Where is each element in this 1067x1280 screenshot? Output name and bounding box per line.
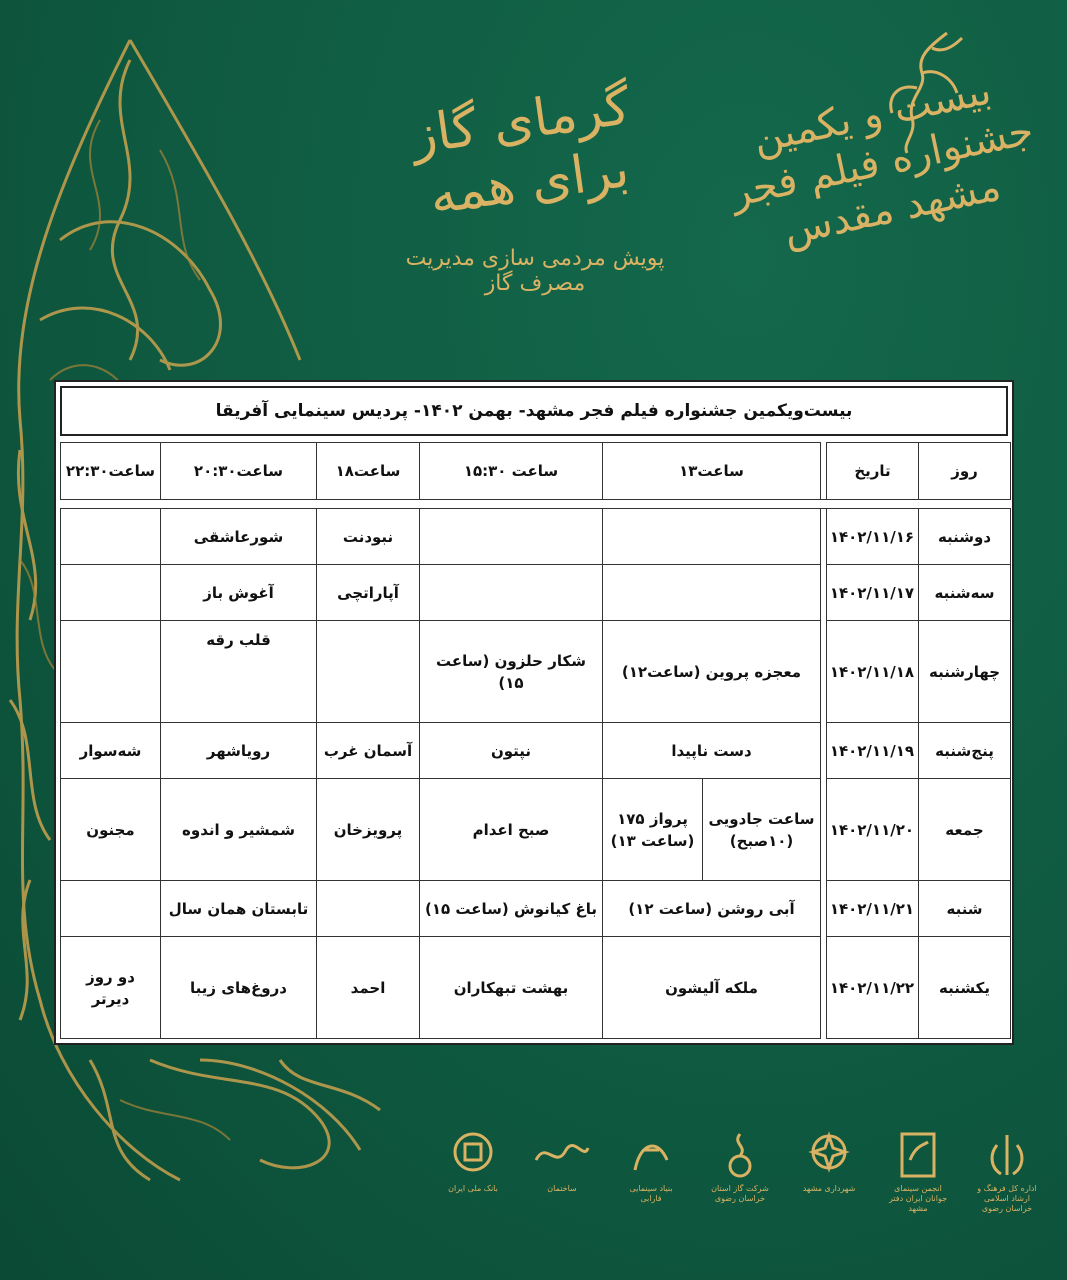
header-t2030: ساعت۲۰:۳۰ bbox=[161, 443, 317, 500]
table-title: بیست‌ویکمین جشنواره فیلم فجر مشهد- بهمن ۱۴۰۲- پردیس سینمایی آفریقا bbox=[60, 386, 1008, 436]
cell-t13 bbox=[603, 509, 821, 565]
day-cell: سه‌شنبه bbox=[919, 565, 1011, 621]
header-t1530: ساعت ۱۵:۳۰ bbox=[420, 443, 603, 500]
sponsor-logo bbox=[796, 1130, 862, 1194]
sponsor-caption: اداره کل فرهنگ و ارشاد اسلامی خراسان رضوی bbox=[977, 1184, 1037, 1213]
cell-t2230 bbox=[61, 621, 161, 723]
table-row bbox=[61, 779, 1011, 881]
date-cell: ۱۴۰۲/۱۱/۲۲ bbox=[827, 937, 919, 1039]
header-t18: ساعت۱۸ bbox=[317, 443, 420, 500]
cell-t2030: تابستان همان سال bbox=[161, 880, 317, 936]
cell-t2030: شورعاشقی bbox=[161, 509, 317, 565]
cell-t2230 bbox=[61, 509, 161, 565]
cell-t2030: رویاشهر bbox=[161, 723, 317, 779]
cell-t13: دست ناپیدا bbox=[603, 723, 821, 779]
sponsor-logo bbox=[440, 1130, 506, 1194]
day-cell: پنج‌شنبه bbox=[919, 723, 1011, 779]
date-cell: ۱۴۰۲/۱۱/۱۶ bbox=[827, 509, 919, 565]
iran-emblem-icon bbox=[987, 1130, 1027, 1180]
sponsor-caption: شرکت گاز استان خراسان رضوی bbox=[711, 1184, 769, 1203]
cell-t2230 bbox=[61, 565, 161, 621]
cell-t1530: نپتون bbox=[420, 723, 603, 779]
cell-t1530 bbox=[420, 509, 603, 565]
slogan: گرمای گاز برای همه bbox=[407, 76, 634, 227]
table-row bbox=[61, 880, 1011, 936]
sponsor-logo bbox=[974, 1130, 1040, 1214]
cell-t18 bbox=[317, 621, 420, 723]
cell-t2030: قلب رقه bbox=[161, 621, 317, 723]
cell-t18: احمد bbox=[317, 937, 420, 1039]
column-gap bbox=[821, 779, 827, 881]
cell-t18: پرویزخان bbox=[317, 779, 420, 881]
cell-t13-a: ساعت جادویی (۱۰صبح) bbox=[703, 779, 821, 881]
cell-t13-b: پرواز ۱۷۵ (ساعت ۱۳) bbox=[603, 779, 703, 881]
day-cell: دوشنبه bbox=[919, 509, 1011, 565]
header-row bbox=[61, 443, 1011, 500]
sponsor-caption: بانک ملی ایران bbox=[448, 1184, 498, 1193]
schedule-table bbox=[54, 380, 1014, 1045]
cell-t1530: بهشت تبهکاران bbox=[420, 937, 603, 1039]
sponsor-logos bbox=[440, 1130, 1040, 1240]
cell-t2230: شه‌سوار bbox=[61, 723, 161, 779]
subtitle: پویش مردمی سازی مدیریت مصرف گاز bbox=[405, 246, 665, 296]
header-date: تاریخ bbox=[827, 443, 919, 500]
cell-t1530: صبح اعدام bbox=[420, 779, 603, 881]
gas-company-icon bbox=[718, 1130, 762, 1180]
spacer-row bbox=[61, 500, 1011, 509]
cell-t1530: شکار حلزون (ساعت ۱۵) bbox=[420, 621, 603, 723]
table-row bbox=[61, 509, 1011, 565]
day-cell: جمعه bbox=[919, 779, 1011, 881]
cell-t1530 bbox=[420, 565, 603, 621]
cell-t1530: باغ کیانوش (ساعت ۱۵) bbox=[420, 880, 603, 936]
farabi-foundation-icon bbox=[629, 1130, 673, 1180]
cell-t13: ملکه آلیشون bbox=[603, 937, 821, 1039]
festival-title: بیست و یکمین جشنواره فیلم فجر مشهد مقدس bbox=[726, 67, 1038, 255]
cell-t2030: آغوش باز bbox=[161, 565, 317, 621]
cell-t13 bbox=[603, 565, 821, 621]
sponsor-caption: ساختمان bbox=[547, 1184, 577, 1193]
sponsor-logo bbox=[618, 1130, 684, 1204]
day-cell: شنبه bbox=[919, 880, 1011, 936]
day-cell: چهارشنبه bbox=[919, 621, 1011, 723]
sponsor-logo bbox=[529, 1130, 595, 1194]
cell-t18 bbox=[317, 880, 420, 936]
schedule-grid bbox=[60, 442, 1011, 1039]
date-cell: ۱۴۰۲/۱۱/۱۷ bbox=[827, 565, 919, 621]
cell-t18: آسمان غرب bbox=[317, 723, 420, 779]
table-row bbox=[61, 565, 1011, 621]
date-cell: ۱۴۰۲/۱۱/۱۹ bbox=[827, 723, 919, 779]
sponsor-logo bbox=[885, 1130, 951, 1214]
cell-t2230: مجنون bbox=[61, 779, 161, 881]
cell-t18: نبودنت bbox=[317, 509, 420, 565]
sponsor-caption: انجمن سینمای جوانان ایران دفتر مشهد bbox=[888, 1184, 948, 1213]
table-row bbox=[61, 723, 1011, 779]
sponsor-logo bbox=[707, 1130, 773, 1204]
column-gap bbox=[821, 937, 827, 1039]
bank-melli-icon bbox=[451, 1130, 495, 1180]
header-day: روز bbox=[919, 443, 1011, 500]
day-cell: یکشنبه bbox=[919, 937, 1011, 1039]
cell-t13: معجزه پروین (ساعت۱۲) bbox=[603, 621, 821, 723]
column-gap bbox=[821, 621, 827, 723]
column-gap bbox=[821, 723, 827, 779]
table-row bbox=[61, 621, 1011, 723]
column-gap bbox=[821, 443, 827, 500]
header-t2230: ساعت۲۲:۳۰ bbox=[61, 443, 161, 500]
date-cell: ۱۴۰۲/۱۱/۱۸ bbox=[827, 621, 919, 723]
cell-t18: آپاراتچی bbox=[317, 565, 420, 621]
youth-cinema-icon bbox=[898, 1130, 938, 1180]
cell-t13: آبی روشن (ساعت ۱۲) bbox=[603, 880, 821, 936]
header-t13: ساعت۱۳ bbox=[603, 443, 821, 500]
sponsor-caption: بنیاد سینمایی فارابی bbox=[629, 1184, 673, 1203]
cell-t2030: شمشیر و اندوه bbox=[161, 779, 317, 881]
sakhteman-icon bbox=[532, 1130, 592, 1180]
cell-t2230 bbox=[61, 880, 161, 936]
column-gap bbox=[821, 509, 827, 565]
column-gap bbox=[821, 880, 827, 936]
cell-t2230: دو روز دیرتر bbox=[61, 937, 161, 1039]
mashhad-municipality-icon bbox=[807, 1130, 851, 1180]
date-cell: ۱۴۰۲/۱۱/۲۰ bbox=[827, 779, 919, 881]
column-gap bbox=[821, 565, 827, 621]
sponsor-caption: شهرداری مشهد bbox=[802, 1184, 856, 1193]
cell-t2030: دروغ‌های زیبا bbox=[161, 937, 317, 1039]
table-row bbox=[61, 937, 1011, 1039]
date-cell: ۱۴۰۲/۱۱/۲۱ bbox=[827, 880, 919, 936]
